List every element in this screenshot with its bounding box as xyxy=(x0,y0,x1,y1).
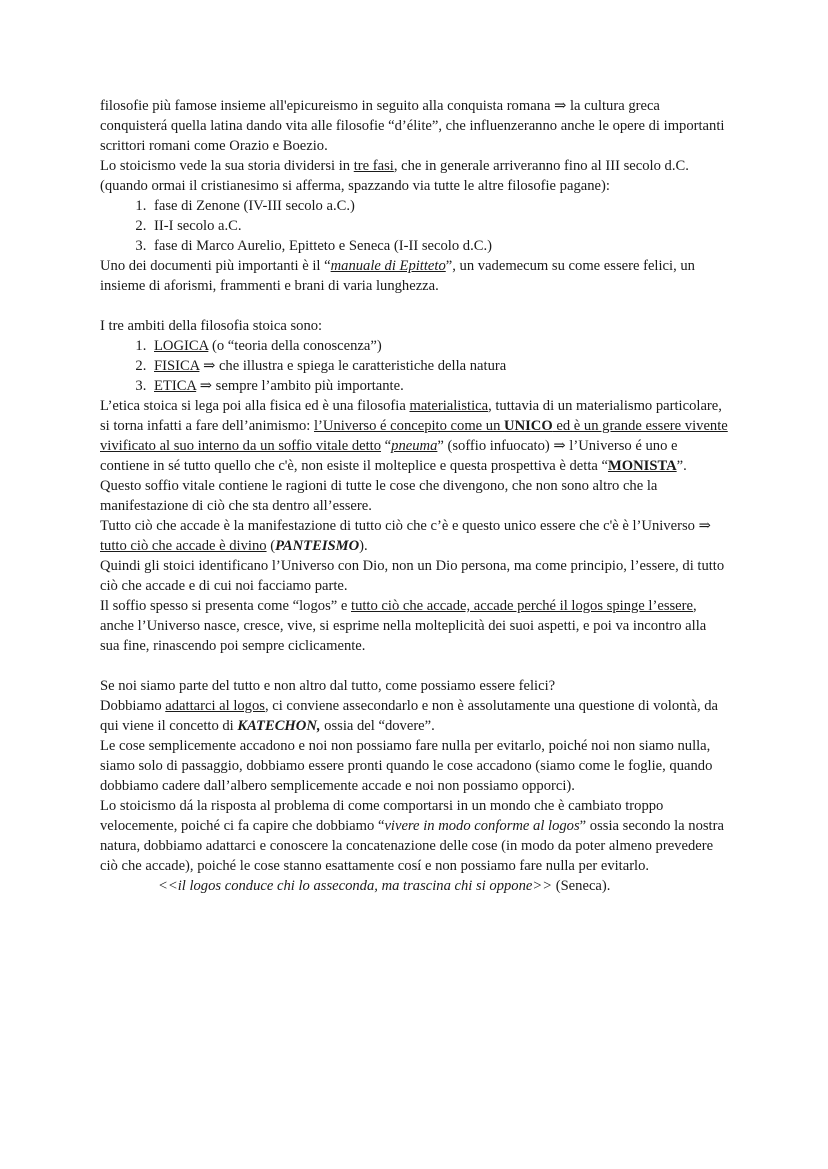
text: Lo stoicismo dá la risposta al problema di come comportarsi in un mondo che è cambiato troppo velocemente, poiché ci fa capire che dobbiamo “ xyxy=(100,798,664,834)
text: Tutto ciò che accade è la manifestazione di tutto ciò che c’è e questo unico essere che c'è è l’Universo ⇒ xyxy=(100,518,711,534)
text: Lo stoicismo vede la sua storia dividersi in xyxy=(100,158,354,174)
list-item: 2. II-I secolo a.C. xyxy=(150,216,728,236)
document-page xyxy=(100,96,728,896)
paragraph-etica xyxy=(100,396,728,476)
area-description: ⇒ sempre l’ambito più importante. xyxy=(196,378,404,394)
area-name: FISICA xyxy=(154,358,200,374)
text: ”, un vademecum su come essere felici, un insieme di aforismi, frammenti e brani di varia lunghezza. xyxy=(100,258,695,294)
list-item xyxy=(150,356,728,376)
text: Il soffio spesso si presenta come “logos” e xyxy=(100,598,352,614)
paragraph-logos xyxy=(100,596,728,656)
text: L’etica stoica si lega poi alla fisica ed è una filosofia xyxy=(100,398,410,414)
paragraph-katechon xyxy=(100,696,728,736)
text: , che in generale arriveranno fino al III secolo d.C. (quando ormai il cristianesimo si afferma, spazzando via tutte le altre filosofie pagane): xyxy=(100,158,689,194)
areas-list xyxy=(100,336,728,396)
paragraph-soffio: Questo soffio vitale contiene le ragioni di tutte le cose che divengono, che non sono altro che la manifestazione di ciò che sta dentro all’essere. xyxy=(100,478,658,514)
text: ”. xyxy=(676,458,687,474)
underlined-text: l’Universo é concepito come un xyxy=(313,418,505,434)
text: , ci conviene assecondarlo e non è assolutamente una questione di volontà, da qui viene il concetto di xyxy=(100,698,719,734)
text: , tuttavia di un materialismo particolare, si torna infatti a fare dell’animismo: xyxy=(100,398,722,434)
quote-attribution: (Seneca). xyxy=(552,878,611,894)
paragraph-risposta xyxy=(100,796,728,876)
area-name: LOGICA xyxy=(154,338,209,354)
quote-text: <<il logos conduce chi lo asseconda, ma trascina chi si oppone>> xyxy=(158,878,553,894)
italic-text: vivere in modo conforme al logos xyxy=(384,818,580,834)
text: ). xyxy=(359,538,368,554)
paragraph-intro: filosofie più famose insieme all'epicureismo in seguito alla conquista romana ⇒ la cultura greca conquisterá quella latina dando vita alle filosofie “d’élite”, che influenzeranno anche le opere di importanti scrittori romani come Orazio e Boezio. xyxy=(100,98,725,154)
underlined-text: tutto ciò che accade, accade perché il logos spinge l’essere xyxy=(351,598,693,614)
paragraph-dio: Quindi gli stoici identificano l’Universo con Dio, non un Dio persona, ma come principio, l’essere, di tutto ciò che accade e di cui noi facciamo parte. xyxy=(100,558,725,594)
text: “ xyxy=(381,438,392,454)
paragraph-question: Se noi siamo parte del tutto e non altro dal tutto, come possiamo essere felici? xyxy=(100,678,556,694)
text: ” (soffio infuocato) ⇒ l’Universo é uno e contiene in sé tutto quello che c'è, non esiste il molteplice e questa prospettiva è detta “ xyxy=(100,438,678,474)
paragraph-ambiti-intro: I tre ambiti della filosofia stoica sono: xyxy=(100,318,323,334)
paragraph-panteismo xyxy=(100,516,728,556)
paragraph-foglie: Le cose semplicemente accadono e noi non possiamo fare nulla per evitarlo, poiché noi non siamo nulla, siamo solo di passaggio, dobbiamo essere pronti quando le cose accadono (siamo come le foglie, quando dobbiamo cadere dall’albero semplicemente accade e noi non possiamo opporci). xyxy=(100,738,713,794)
text: Dobbiamo xyxy=(100,698,166,714)
list-item xyxy=(150,336,728,356)
phases-list xyxy=(100,196,728,256)
text: ( xyxy=(266,538,276,554)
list-item: 1. fase di Zenone (IV-III secolo a.C.) xyxy=(150,196,728,216)
area-description: ⇒ che illustra e spiega le caratteristiche della natura xyxy=(199,358,507,374)
underlined-text: adattarci al logos xyxy=(165,698,265,714)
text: , anche l’Universo nasce, cresce, vive, si esprime nella molteplicità dei suoi aspetti, e poi va incontro alla sua fine, rinascendo poi sempre ciclicamente. xyxy=(100,598,707,654)
paragraph-phases-intro xyxy=(100,156,728,196)
text: ossia del “dovere”. xyxy=(320,718,435,734)
underlined-text: tre fasi xyxy=(353,158,394,174)
underlined-text: materialistica xyxy=(409,398,489,414)
area-name: ETICA xyxy=(154,378,197,394)
underlined-italic-text: manuale di Epitteto xyxy=(330,258,446,274)
underlined-bold-text: MONISTA xyxy=(607,458,677,474)
area-description: (o “teoria della conoscenza”) xyxy=(208,338,382,354)
underlined-text: ed è un grande essere vivente vivificato al suo interno da un soffio vitale detto xyxy=(100,418,728,454)
text: ” ossia secondo la nostra natura, dobbiamo adattarci e conoscere la concatenazione delle cose (in modo da poter almeno prevedere ciò che accade), poiché le cose stanno esattamente cosí e non possiamo fare nulla per evitarlo. xyxy=(100,818,724,874)
spacer xyxy=(100,656,728,676)
list-item xyxy=(150,376,728,396)
underlined-bold-text: UNICO xyxy=(504,418,553,434)
seneca-quote xyxy=(100,876,728,896)
underlined-text: tutto ciò che accade è divino xyxy=(100,538,267,554)
list-item: 3. fase di Marco Aurelio, Epitteto e Seneca (I-II secolo d.C.) xyxy=(150,236,728,256)
text: Uno dei documenti più importanti è il “ xyxy=(100,258,331,274)
paragraph-manuale xyxy=(100,256,728,296)
bold-italic-text: KATECHON, xyxy=(237,718,321,734)
spacer xyxy=(100,296,728,316)
underlined-italic-text: pneuma xyxy=(391,438,438,454)
bold-italic-text: PANTEISMO xyxy=(275,538,360,554)
